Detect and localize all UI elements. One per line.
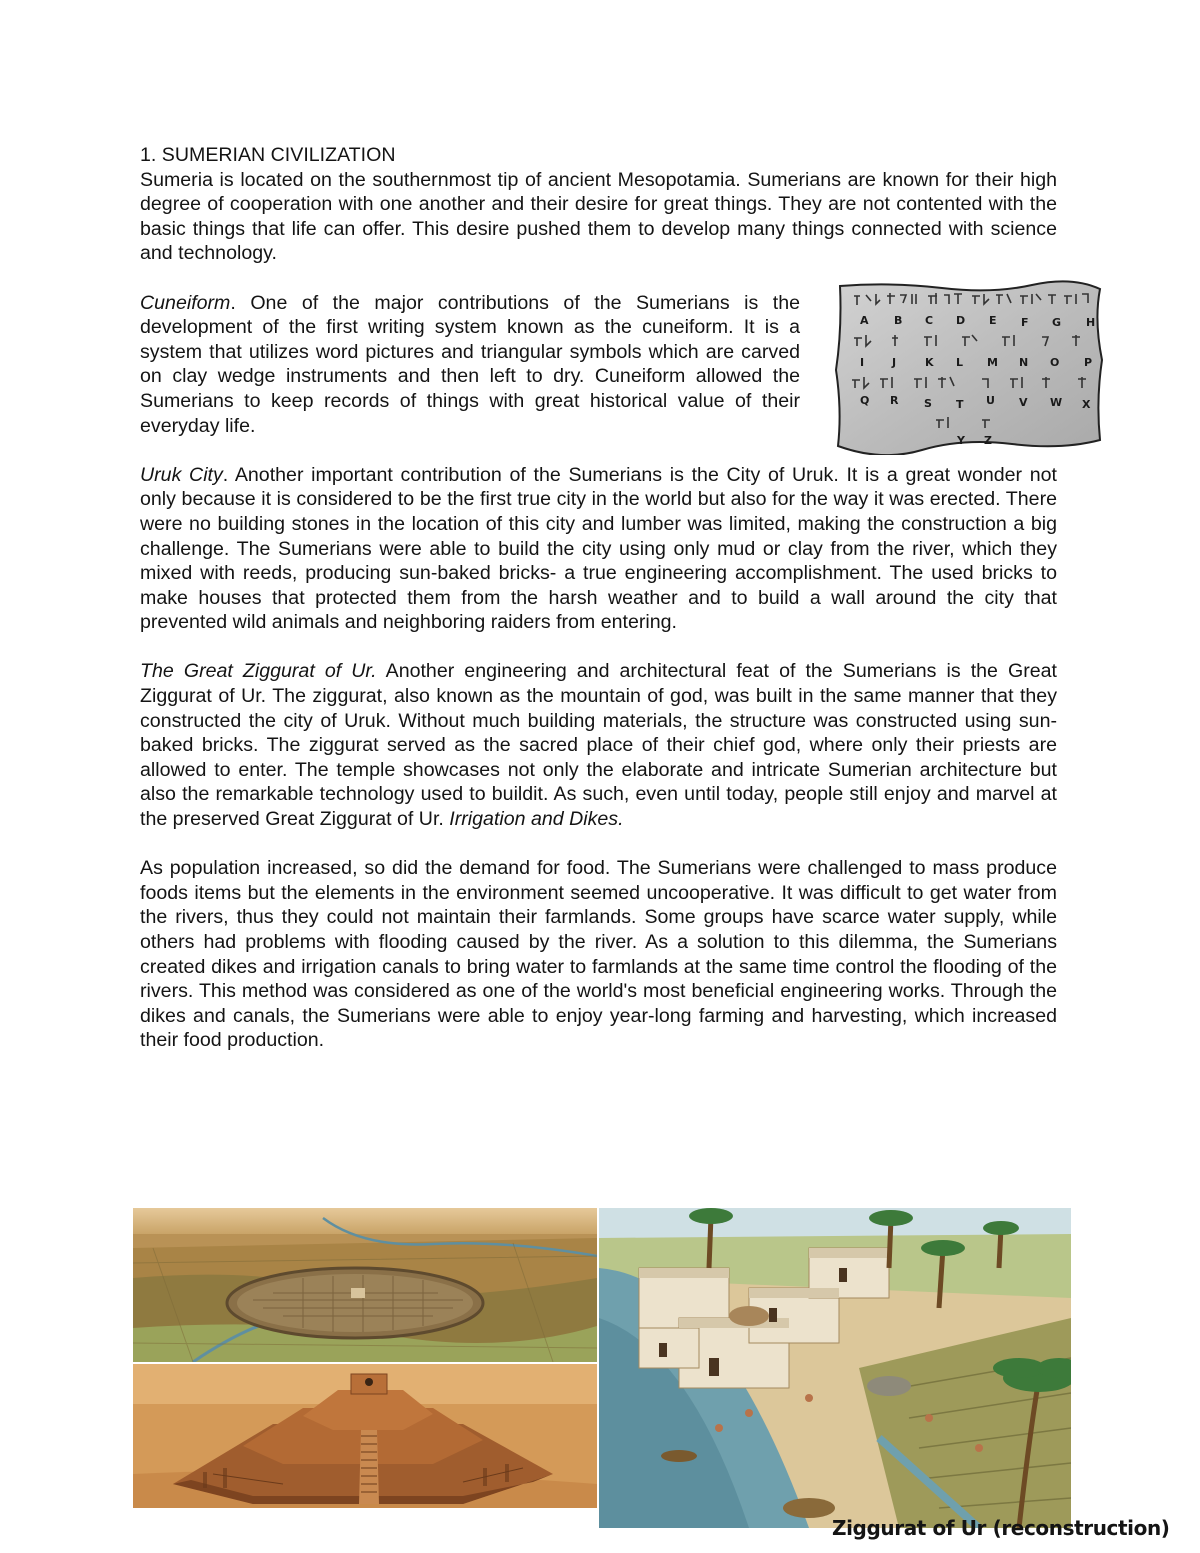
tablet-letter: P: [1084, 356, 1093, 369]
tablet-letter: S: [924, 397, 932, 410]
tablet-letter: I: [860, 356, 865, 369]
tablet-letter: L: [956, 356, 964, 369]
tablet-letter: U: [986, 394, 995, 407]
ziggurat-text: Another engineering and architectural feat of the Sumerians is the Great Ziggurat of Ur. The ziggurat, also known as the mountain of god, was built in the same manner that they constructed the city of Uruk. Without much building materials, the structure was constructed using sun-baked bricks. The ziggurat served as the sacred place of their chief god, where only their priests are allowed to enter. The temple showcases not only the elaborate and intricate Sumerian architecture but also the remarkable technology used to buildit. As such, even until today, people still enjoy and marvel at the preserved Great Ziggurat of Ur.: [140, 660, 1058, 831]
tablet-letter: J: [892, 356, 897, 369]
tablet-letter: F: [1021, 316, 1029, 329]
tablet-letter: W: [1050, 396, 1063, 409]
tablet-letter: B: [894, 314, 903, 327]
tablet-letter: Q: [860, 394, 870, 407]
tablet-letter: E: [989, 314, 997, 327]
cuneiform-paragraph: [140, 291, 800, 439]
section-heading: 1. SUMERIAN CIVILIZATION: [140, 144, 396, 166]
tablet-letter: G: [1052, 316, 1062, 329]
uruk-paragraph: [140, 463, 1057, 635]
tablet-letter: X: [1082, 398, 1091, 411]
ziggurat-image: [133, 1364, 597, 1508]
tablet-letter: K: [925, 356, 934, 369]
tablet-letter: Y: [957, 434, 965, 447]
tablet-letter: Z: [984, 434, 992, 447]
tablet-letter: H: [1086, 316, 1096, 329]
irrigation-village-image: [599, 1208, 1071, 1528]
uruk-city-image: [133, 1208, 597, 1362]
cuneiform-text: . One of the major contributions of the Sumerians is the development of the first writing system known as the cuneiform. It is a system that utilizes word pictures and triangular symbols which are carved on clay wedge instruments and then left to dry. Cuneiform allowed the Sumerians to keep records of things with great historical value of their everyday life.: [140, 291, 800, 437]
tablet-letter: M: [987, 356, 998, 369]
ziggurat-paragraph: [140, 659, 1057, 831]
tablet-letter: D: [956, 314, 966, 327]
uruk-term: Uruk City: [140, 463, 223, 486]
tablet-letter: O: [1050, 356, 1060, 369]
tablet-letter: T: [956, 398, 964, 411]
ziggurat-caption: Ziggurat of Ur (reconstruction): [832, 1516, 1170, 1540]
ziggurat-term: The Great Ziggurat of Ur.: [140, 660, 377, 683]
tablet-letter: R: [890, 394, 899, 407]
irrigation-paragraph: As population increased, so did the demand for food. The Sumerians were challenged to mass produce foods items but the elements in the environment seemed uncooperative. It was difficult to get water from the rivers, thus they could not maintain their farmlands. Some groups have scarce water supply, while others had problems with flooding caused by the river. As a solution to this dilemma, the Sumerians created dikes and irrigation canals to bring water to farmlands at the same time control the flooding of the rivers. This method was considered as one of the world's most beneficial engineering works. Through the dikes and canals, the Sumerians were able to enjoy year-long farming and harvesting, which increased their food production.: [140, 857, 1057, 1052]
uruk-text: . Another important contribution of the Sumerians is the City of Uruk. It is a great wonder not only because it is considered to be the first true city in the world but also for the way it was erected. There were no building stones in the location of this city and lumber was limited, making the construction a big challenge. The Sumerians were able to build the city using only mud or clay from the river, which they mixed with reeds, producing sun-baked bricks- a true engineering accomplishment. The used bricks to make houses that protected them from the harsh weather and to build a wall around the city that prevented wild animals and neighboring raiders from entering.: [140, 463, 1057, 634]
tablet-letter: V: [1019, 396, 1028, 409]
intro-paragraph: Sumeria is located on the southernmost tip of ancient Mesopotamia. Sumerians are known for their high degree of cooperation with one another and their desire for great things. They are not contented with the basic things that life can offer. This desire pushed them to develop many things connected with science and technology.: [140, 168, 1057, 265]
tablet-letter: N: [1019, 356, 1029, 369]
cuneiform-term: Cuneiform: [140, 291, 231, 314]
tablet-letter: C: [925, 314, 934, 327]
cuneiform-tablet-image: [832, 280, 1106, 455]
irrigation-term: Irrigation and Dikes.: [449, 808, 624, 831]
tablet-letter: A: [860, 314, 869, 327]
